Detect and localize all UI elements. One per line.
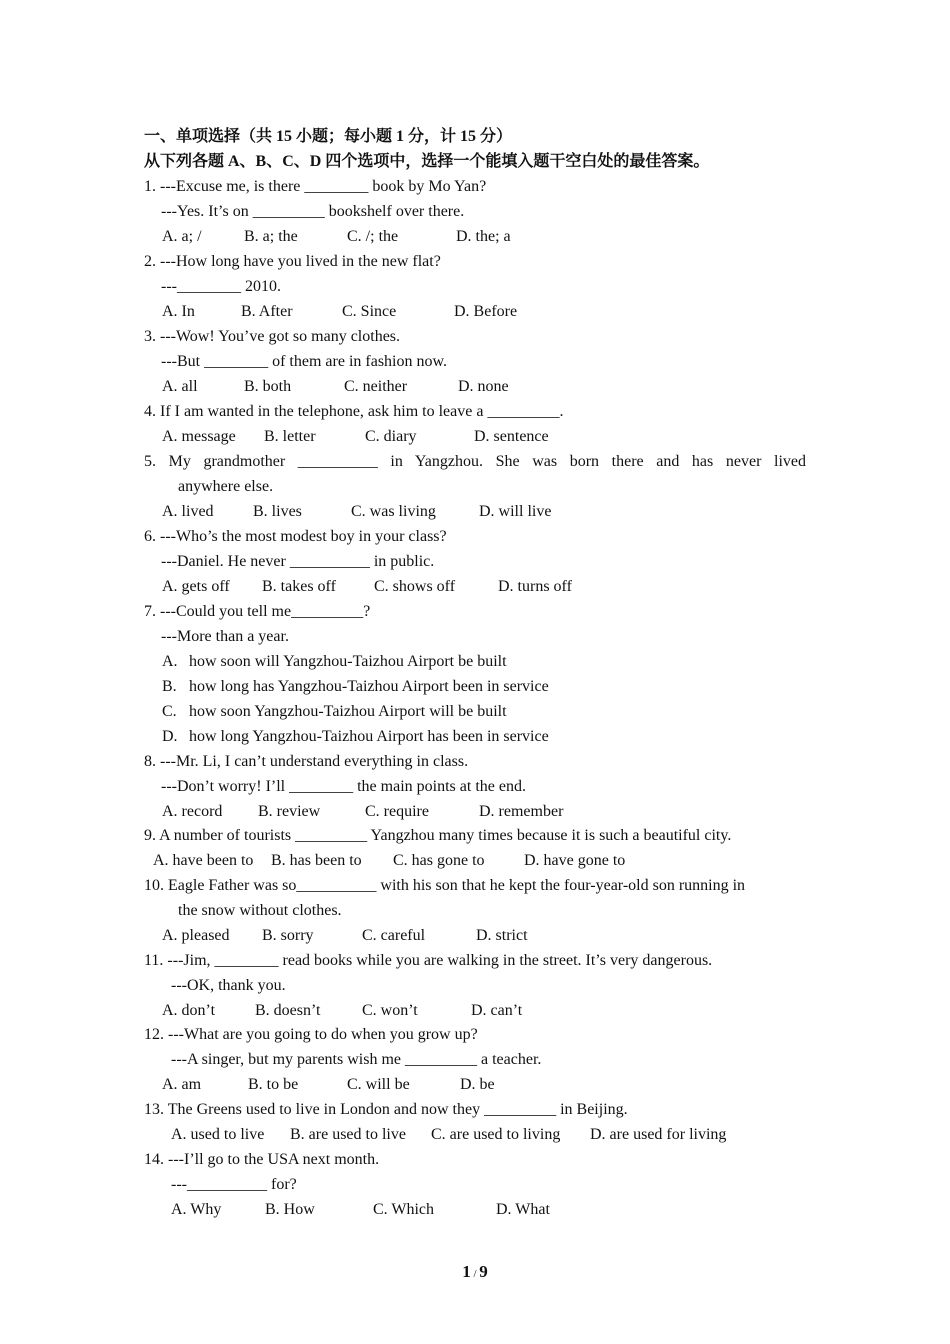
question-12-option-c: C. will be (347, 1076, 410, 1093)
question-1-reply: ---Yes. It’s on _________ bookshelf over there. (161, 203, 465, 220)
question-5-option-c: C. was living (351, 503, 436, 520)
question-9-option-b: B. has been to (271, 852, 362, 869)
question-1-option-a: A. a; / (162, 228, 202, 245)
question-14-option-d: D. What (496, 1201, 550, 1218)
question-2-stem: 2. ---How long have you lived in the new flat? (144, 253, 441, 270)
question-14-option-c: C. Which (373, 1201, 435, 1218)
current-page: 1 (462, 1262, 471, 1281)
question-3-reply: ---But ________ of them are in fashion now. (161, 353, 448, 370)
question-1-option-c: C. /; the (347, 228, 399, 245)
page-separator: / (470, 1268, 480, 1280)
question-3-option-b: B. both (244, 378, 292, 395)
question-8-option-a: A. record (162, 803, 223, 820)
question-5-stem: 5. My grandmother __________ in Yangzhou. She was born there and has never lived (144, 453, 806, 470)
question-13-option-d: D. are used for living (590, 1126, 727, 1143)
question-12-option-a: A. am (162, 1076, 202, 1093)
question-8-option-c: C. require (365, 803, 429, 820)
question-3-stem: 3. ---Wow! You’ve got so many clothes. (144, 328, 401, 345)
question-2-option-b: B. After (241, 303, 293, 320)
question-2-option-c: C. Since (342, 303, 397, 320)
question-6-reply: ---Daniel. He never __________ in public. (161, 553, 435, 570)
question-7-option-d-letter: D. (162, 728, 178, 745)
question-14-reply: ---__________ for? (171, 1176, 297, 1193)
question-10-option-d: D. strict (476, 927, 528, 944)
question-9-option-d: D. have gone to (524, 852, 626, 869)
question-9-option-a: A. have been to (153, 852, 254, 869)
question-1-option-b: B. a; the (244, 228, 298, 245)
question-2-option-d: D. Before (454, 303, 518, 320)
question-5-option-a: A. lived (162, 503, 214, 520)
question-10-stem-continued: the snow without clothes. (178, 902, 342, 919)
question-12-option-d: D. be (460, 1076, 495, 1093)
question-7-option-a-letter: A. (162, 653, 178, 670)
question-11-option-a: A. don’t (162, 1002, 216, 1019)
question-4-option-c: C. diary (365, 428, 417, 445)
question-14-option-b: B. How (265, 1201, 315, 1218)
question-8-reply: ---Don’t worry! I’ll ________ the main points at the end. (161, 778, 526, 795)
question-2-reply: ---________ 2010. (161, 278, 281, 295)
question-3-option-d: D. none (458, 378, 509, 395)
question-6-option-a: A. gets off (162, 578, 230, 595)
question-11-option-b: B. doesn’t (255, 1002, 321, 1019)
question-8-option-b: B. review (258, 803, 321, 820)
question-12-reply: ---A singer, but my parents wish me _________ a teacher. (171, 1051, 542, 1068)
question-10-option-c: C. careful (362, 927, 426, 944)
total-pages: 9 (479, 1262, 488, 1281)
question-5-option-d: D. will live (479, 503, 552, 520)
question-7-stem: 7. ---Could you tell me_________? (144, 603, 371, 620)
question-3-option-a: A. all (162, 378, 198, 395)
question-10-option-a: A. pleased (162, 927, 230, 944)
question-7-option-c-letter: C. (162, 703, 177, 720)
question-7-option-a: how soon will Yangzhou-Taizhou Airport be built (189, 653, 507, 670)
question-7-option-d: how long Yangzhou-Taizhou Airport has been in service (189, 728, 549, 745)
question-14-option-a: A. Why (171, 1201, 222, 1218)
question-1-option-d: D. the; a (456, 228, 511, 245)
question-8-option-d: D. remember (479, 803, 564, 820)
question-9-stem: 9. A number of tourists _________ Yangzhou many times because it is such a beautiful city. (144, 827, 732, 844)
question-13-stem: 13. The Greens used to live in London and now they _________ in Beijing. (144, 1101, 628, 1118)
question-7-reply: ---More than a year. (161, 628, 289, 645)
question-4-option-d: D. sentence (474, 428, 549, 445)
question-13-option-b: B. are used to live (290, 1126, 406, 1143)
question-6-stem: 6. ---Who’s the most modest boy in your class? (144, 528, 447, 545)
question-13-option-c: C. are used to living (431, 1126, 561, 1143)
question-4-stem: 4. If I am wanted in the telephone, ask him to leave a _________. (144, 403, 564, 420)
question-11-reply: ---OK, thank you. (171, 977, 286, 994)
question-4-option-a: A. message (162, 428, 236, 445)
question-7-option-b-letter: B. (162, 678, 177, 695)
question-11-stem: 11. ---Jim, ________ read books while you are walking in the street. It’s very dangerous. (144, 952, 713, 969)
question-13-option-a: A. used to live (171, 1126, 265, 1143)
question-7-option-b: how long has Yangzhou-Taizhou Airport been in service (189, 678, 549, 695)
question-6-option-c: C. shows off (374, 578, 456, 595)
question-8-stem: 8. ---Mr. Li, I can’t understand everything in class. (144, 753, 469, 770)
question-11-option-d: D. can’t (471, 1002, 523, 1019)
question-5-stem-continued: anywhere else. (178, 478, 274, 495)
question-5-option-b: B. lives (253, 503, 302, 520)
question-3-option-c: C. neither (344, 378, 408, 395)
question-9-option-c: C. has gone to (393, 852, 485, 869)
question-6-option-b: B. takes off (262, 578, 336, 595)
question-12-stem: 12. ---What are you going to do when you grow up? (144, 1026, 478, 1043)
question-12-option-b: B. to be (248, 1076, 299, 1093)
question-1-stem: 1. ---Excuse me, is there ________ book by Mo Yan? (144, 178, 487, 195)
question-4-option-b: B. letter (264, 428, 316, 445)
question-2-option-a: A. In (162, 303, 195, 320)
question-14-stem: 14. ---I’ll go to the USA next month. (144, 1151, 380, 1168)
section-instruction: 从下列各题 A、B、C、D 四个选项中，选择一个能填入题干空白处的最佳答案。 (144, 153, 710, 170)
question-6-option-d: D. turns off (498, 578, 572, 595)
question-10-option-b: B. sorry (262, 927, 314, 944)
page-number (0, 1262, 950, 1282)
question-10-stem: 10. Eagle Father was so__________ with his son that he kept the four-year-old son running in (144, 877, 746, 894)
question-7-option-c: how soon Yangzhou-Taizhou Airport will be built (189, 703, 507, 720)
section-heading: 一、单项选择（共 15 小题；每小题 1 分，计 15 分） (144, 128, 513, 145)
question-11-option-c: C. won’t (362, 1002, 418, 1019)
